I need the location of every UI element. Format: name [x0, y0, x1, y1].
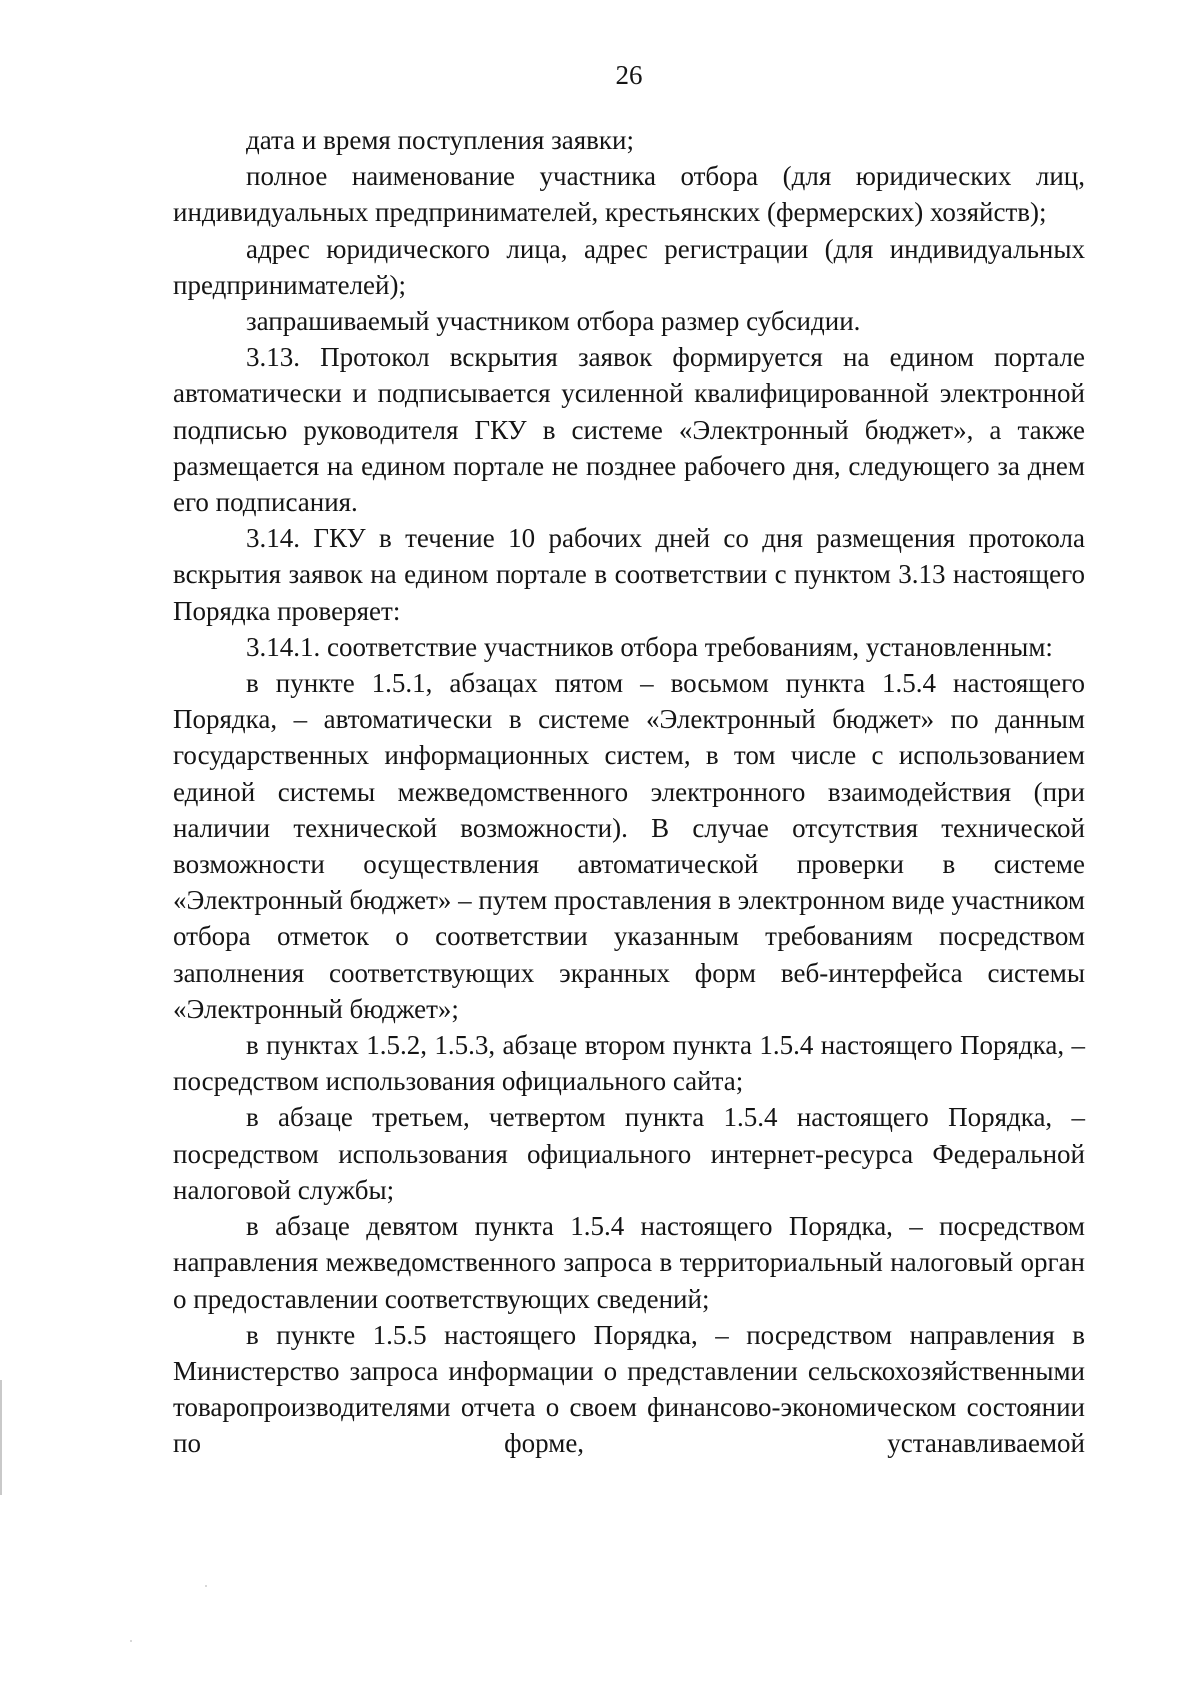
paragraph: 3.14. ГКУ в течение 10 рабочих дней со дня размещения протокола вскрытия заявок на едином портале в соответствии с пунктом 3.13 настоящего Порядка проверяет: — [173, 523, 1085, 626]
paragraph: 3.13. Протокол вскрытия заявок формируется на едином портале автоматически и подписывается усиленной квалифицированной электронной подписью руководителя ГКУ в системе «Электронный бюджет», а также размещается на едином портале не позднее рабочего дня, следующего за днем его подписания. — [173, 342, 1085, 518]
paragraph: в пункте 1.5.5 настоящего Порядка, – посредством направления в Министерство запроса информации о представлении сельскохозяйственными товаропроизводителями отчета о своем финансово-экономическом состоянии по форме, устанавливаемой — [173, 1319, 1085, 1459]
paragraph: полное наименование участника отбора (для юридических лиц, индивидуальных предпринимателей, крестьянских (фермерских) хозяйств); — [173, 161, 1085, 228]
paragraph: в абзаце третьем, четвертом пункта 1.5.4 настоящего Порядка, – посредством использования официального интернет-ресурса Федеральной налоговой службы; — [173, 1102, 1085, 1205]
paragraph: дата и время поступления заявки; — [246, 125, 634, 155]
paragraph: запрашиваемый участником отбора размер субсидии. — [246, 306, 861, 337]
scan-speck — [205, 1585, 207, 1587]
document-body — [173, 122, 1085, 1462]
paragraph: в пунктах 1.5.2, 1.5.3, абзаце втором пункта 1.5.4 настоящего Порядка, – посредством использования официального сайта; — [173, 1030, 1085, 1097]
scan-edge-line — [0, 1380, 2, 1495]
scan-speck — [130, 1640, 132, 1642]
paragraph: в абзаце девятом пункта 1.5.4 настоящего Порядка, – посредством направления межведомственного запроса в территориальный налоговый орган о предоставлении соответствующих сведений; — [173, 1211, 1085, 1314]
page-number: 26 — [615, 60, 643, 90]
paragraph: в пункте 1.5.1, абзацах пятом – восьмом пункта 1.5.4 настоящего Порядка, – автоматически в системе «Электронный бюджет» по данным государственных информационных систем, в том числе с использованием единой системы межведомственного электронного взаимодействия (при наличии технической возможности). В случае отсутствия технической возможности осуществления автоматической проверки в системе «Электронный бюджет» – путем проставления в электронном виде участником отбора отметок о соответствии указанным требованиям посредством заполнения соответствующих экранных форм веб-интерфейса системы «Электронный бюджет»; — [173, 668, 1086, 1024]
paragraph: адрес юридического лица, адрес регистрации (для индивидуальных предпринимателей); — [173, 233, 1085, 300]
paragraph: 3.14.1. соответствие участников отбора требованиям, установленным: — [246, 631, 1053, 662]
